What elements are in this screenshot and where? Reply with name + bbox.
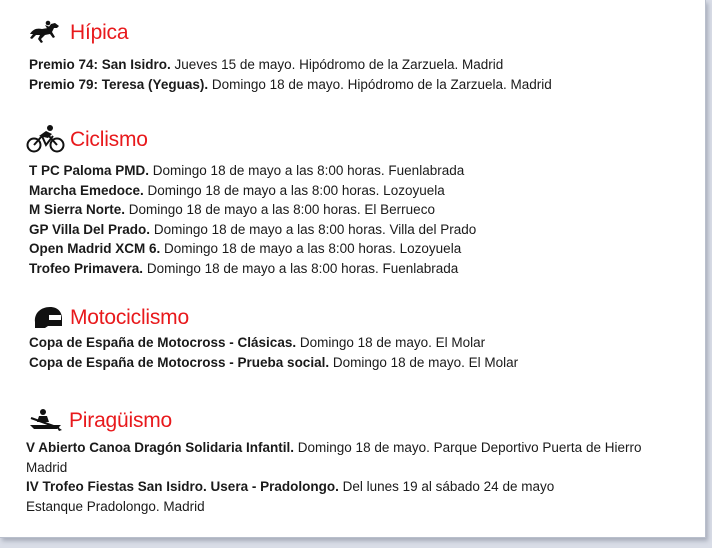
section-piraguismo bbox=[0, 406, 700, 514]
list-item bbox=[29, 181, 476, 201]
event-detail: Domingo 18 de mayo. El Molar bbox=[296, 335, 486, 350]
section-motociclismo bbox=[0, 303, 700, 370]
event-detail: Domingo 18 de mayo a las 8:00 horas. Lozoyuela bbox=[160, 241, 462, 256]
list-item bbox=[29, 259, 476, 279]
section-header bbox=[0, 303, 700, 333]
event-detail: Domingo 18 de mayo a las 8:00 horas. Fuenlabrada bbox=[149, 163, 465, 178]
event-name: Open Madrid XCM 6. bbox=[29, 241, 161, 256]
event-name: IV Trofeo Fiestas San Isidro. Usera - Pradolongo. bbox=[26, 479, 339, 494]
canoeing-icon bbox=[29, 408, 63, 432]
list-item bbox=[29, 239, 476, 259]
section-hipica bbox=[0, 18, 700, 92]
event-name: V Abierto Canoa Dragón Solidaria Infantil. bbox=[26, 440, 295, 455]
list-item bbox=[29, 75, 552, 95]
section-header bbox=[0, 406, 700, 436]
list-item bbox=[26, 438, 676, 477]
event-name: GP Villa Del Prado. bbox=[29, 221, 151, 237]
event-detail: Domingo 18 de mayo. El Molar bbox=[329, 354, 519, 370]
list-item bbox=[29, 220, 476, 240]
event-list bbox=[29, 333, 518, 372]
section-title: Piragüismo bbox=[69, 409, 173, 432]
section-ciclismo bbox=[0, 125, 700, 276]
list-item bbox=[29, 161, 476, 181]
list-item bbox=[29, 200, 476, 220]
event-name: Marcha Emedoce. bbox=[29, 182, 144, 198]
horse-racing-icon bbox=[28, 20, 62, 44]
event-name: T PC Paloma PMD. bbox=[29, 163, 150, 178]
motorcycle-helmet-icon bbox=[32, 306, 64, 330]
event-detail: Domingo 18 de mayo. Parque Deportivo Puerta de Hierro Madrid bbox=[26, 440, 642, 475]
event-name: Copa de España de Motocross - Prueba social. bbox=[29, 354, 330, 370]
event-detail: Domingo 18 de mayo a las 8:00 horas. Fuenlabrada bbox=[143, 260, 459, 276]
event-list bbox=[26, 438, 676, 516]
section-header bbox=[0, 125, 700, 155]
event-name: M Sierra Norte. bbox=[29, 202, 126, 217]
event-detail: Domingo 18 de mayo a las 8:00 horas. El Berrueco bbox=[125, 202, 435, 217]
list-item bbox=[26, 477, 586, 516]
event-list bbox=[29, 55, 552, 94]
event-list bbox=[29, 161, 476, 278]
event-name: Premio 79: Teresa (Yeguas). bbox=[29, 76, 209, 92]
section-title: Motociclismo bbox=[70, 306, 189, 329]
event-name: Premio 74: San Isidro. bbox=[29, 57, 171, 72]
event-detail: Domingo 18 de mayo. Hipódromo de la Zarzuela. Madrid bbox=[208, 76, 552, 92]
section-title: Hípica bbox=[70, 21, 129, 44]
list-item bbox=[29, 333, 518, 353]
event-detail: Del lunes 19 al sábado 24 de mayo Estanque Pradolongo. Madrid bbox=[26, 479, 555, 514]
section-header bbox=[0, 18, 700, 48]
event-detail: Jueves 15 de mayo. Hipódromo de la Zarzuela. Madrid bbox=[170, 57, 504, 72]
event-name: Copa de España de Motocross - Clásicas. bbox=[29, 335, 297, 350]
list-item bbox=[29, 353, 518, 373]
section-title: Ciclismo bbox=[70, 128, 148, 151]
cyclist-icon bbox=[26, 124, 66, 154]
event-detail: Domingo 18 de mayo a las 8:00 horas. Lozoyuela bbox=[143, 182, 445, 198]
list-item bbox=[29, 55, 552, 75]
event-name: Trofeo Primavera. bbox=[29, 260, 144, 276]
event-detail: Domingo 18 de mayo a las 8:00 horas. Villa del Prado bbox=[150, 221, 477, 237]
